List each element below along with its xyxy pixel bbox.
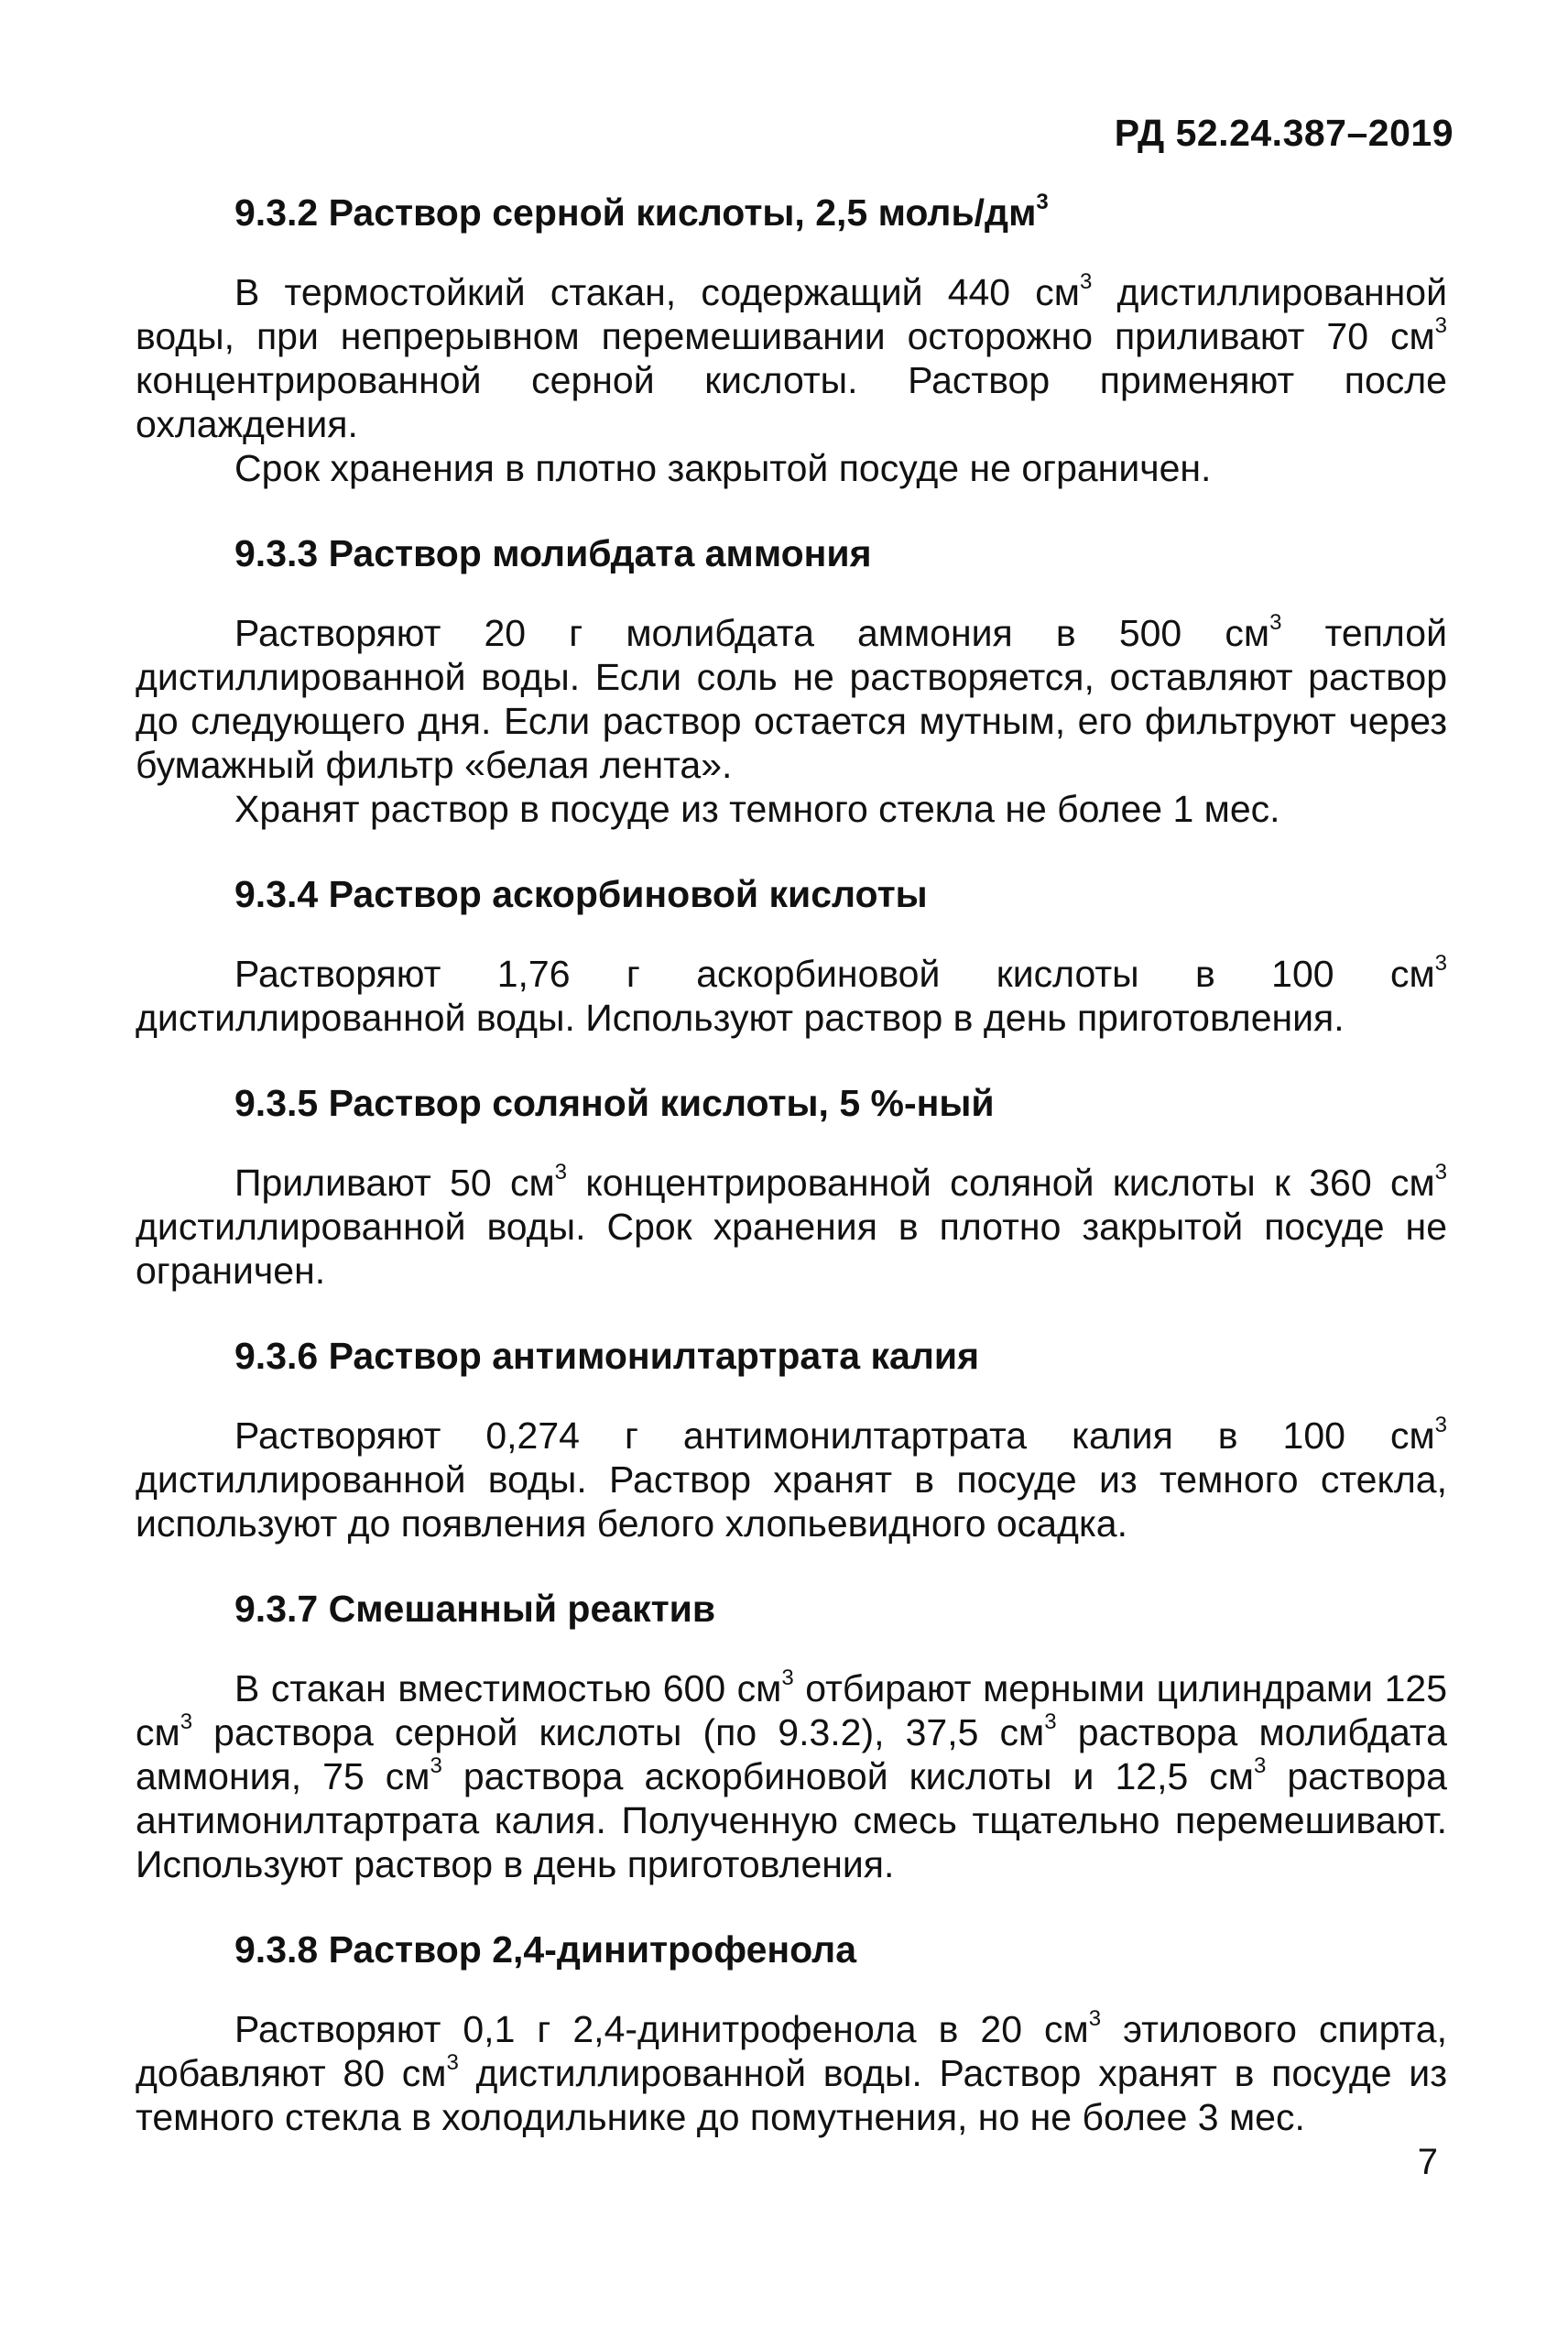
section-heading: 9.3.4 Раствор аскорбиновой кислоты	[234, 873, 928, 915]
section-9-3-2	[136, 188, 1447, 490]
page-number: 7	[1417, 2142, 1438, 2182]
section-paragraph: Срок хранения в плотно закрытой посуде не ограничен.	[234, 447, 1212, 489]
section-9-3-4	[136, 869, 1447, 1040]
section-heading: 9.3.2 Раствор серной кислоты, 2,5 моль/$дм^3$	[234, 190, 1049, 234]
section-paragraph: Приливают 50 $см^3$ концентрированной соляной кислоты к 360 $см^3$ дистиллированной воды. Срок хранения в плотно закрытой посуде не ограничен.	[136, 1160, 1448, 1292]
document-code: РД 52.24.387–2019	[1114, 112, 1454, 154]
section-heading: 9.3.6 Раствор антимонилтартрата калия	[234, 1335, 979, 1377]
section-9-3-6	[136, 1331, 1447, 1545]
section-paragraph: Хранят раствор в посуде из темного стекла не более 1 мес.	[234, 788, 1280, 830]
section-paragraph: В стакан вместимостью 600 $см^3$ отбирают мерными цилиндрами 125 $см^3$ раствора серной кислоты (по 9.3.2), 37,5 $см^3$ раствора молибдата аммония, 75 $см^3$ раствора аскорбиновой кислоты и 12,5 $см^3$ раствора антимонилтартрата калия. Полученную смесь тщательно перемешивают. Используют раствор в день приготовления.	[136, 1665, 1447, 1885]
section-paragraph: Растворяют 20 г молибдата аммония в 500 $см^3$ теплой дистиллированной воды. Если соль не растворяется, оставляют раствор до следующего дня. Если раствор остается мутным, его фильтруют через бумажный фильтр «белая лента».	[136, 610, 1447, 786]
section-9-3-3	[136, 529, 1447, 831]
section-9-3-5	[136, 1078, 1447, 1293]
section-heading: 9.3.7 Смешанный реактив	[234, 1588, 716, 1630]
section-9-3-8	[136, 1925, 1447, 2139]
section-paragraph: Растворяют 0,1 г 2,4-динитрофенола в 20 $см^3$ этилового спирта, добавляют 80 $см^3$ дистиллированной воды. Раствор хранят в посуде из темного стекла в холодильнике до помутнения, но не более 3 мес.	[136, 2006, 1447, 2138]
section-9-3-7	[136, 1584, 1447, 1886]
document-body	[136, 188, 1447, 2178]
section-heading: 9.3.5 Раствор соляной кислоты, 5 %-ный	[234, 1082, 995, 1124]
section-heading: 9.3.8 Раствор 2,4-динитрофенола	[234, 1928, 857, 1971]
section-paragraph: Растворяют 0,274 г антимонилтартрата калия в 100 $см^3$ дистиллированной воды. Раствор хранят в посуде из темного стекла, используют до появления белого хлопьевидного осадка.	[136, 1413, 1447, 1545]
section-paragraph: Растворяют 1,76 г аскорбиновой кислоты в 100 $см^3$ дистиллированной воды. Используют раствор в день приготовления.	[136, 951, 1447, 1039]
section-heading: 9.3.3 Раствор молибдата аммония	[234, 532, 872, 574]
section-paragraph: В термостойкий стакан, содержащий 440 $см^3$ дистиллированной воды, при непрерывном перемешивании осторожно приливают 70 $см^3$ концентрированной серной кислоты. Раствор применяют после охлаждения.	[136, 269, 1447, 445]
